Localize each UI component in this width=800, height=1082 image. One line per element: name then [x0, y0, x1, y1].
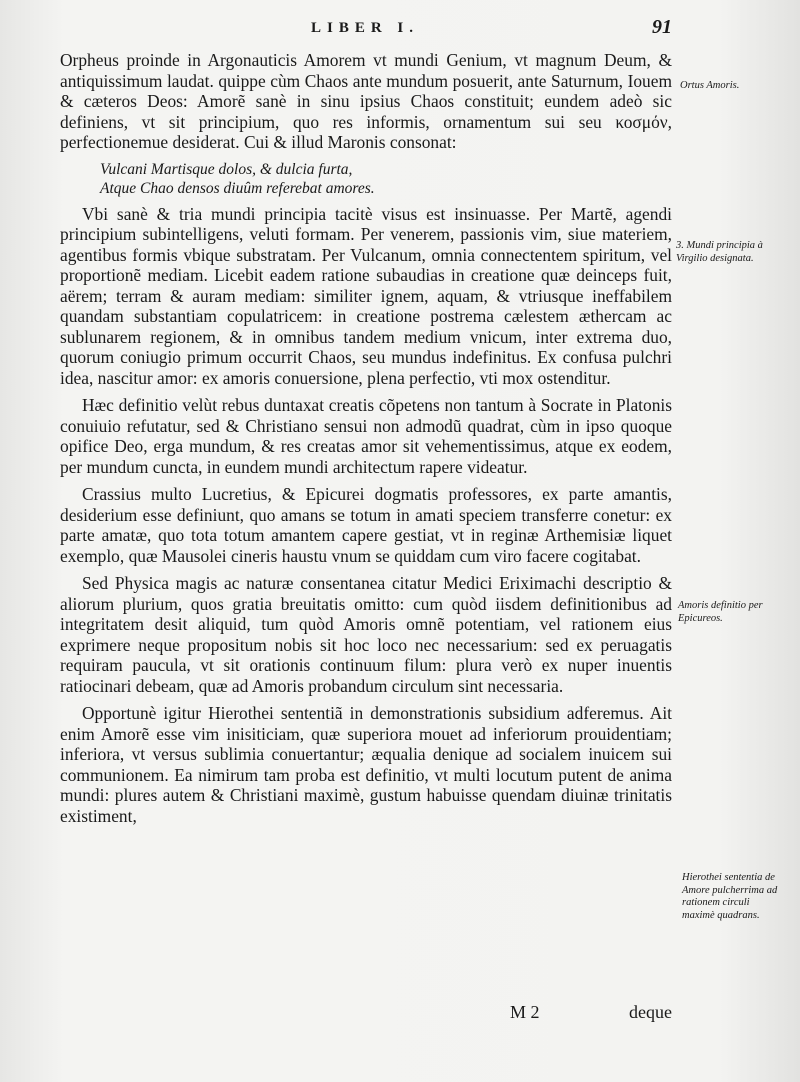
paragraph-hierotheus: Opportunè igitur Hierothei sententiã in demonstrationis subsidium adferemus. Ait enim Amorẽ esse vim inisiticiam, quæ superiora mouet ad inferiorum prouidentiam; inferiora, vt versus sublimia conuertantur; æqualia denique ad socialem inuicem sui communionem. Ea nimirum tam proba est definitio, vt multi locutum putent de anima mundi: plures autem & Christiani maximè, gustum habuisse quendam diuinæ trinitatis existiment, — [60, 703, 672, 826]
marginal-note-hierotheus: Hierothei sententia de Amore pulcherrima ad rationem circuli maximè quadrans. — [682, 872, 778, 921]
paragraph-lucretius: Crassius multo Lucretius, & Epicurei dogmatis professores, ex parte amantis, desiderium esse definiunt, quo amans se totum in amati speciem transferre conetur: ex parte amatæ, quo tota totum amantem capere gestiat, vt in reginæ Arthemisiæ liquet exemplo, quæ Mausolei cineris haustu vnum se quiddam cum viro facere cogitabat. — [60, 484, 672, 566]
paragraph-eriximachus: Sed Physica magis ac naturæ consentanea citatur Medici Eriximachi descriptio & aliorum plurium, quos gratia breuitatis omitto: cum quòd iisdem definitionibus ad integritatem desit aliquid, tum quòd Amoris omnẽ potentiam, vel rationem eius exprimere neque propositum nobis sit hoc loco nec necessarium: sed ex peruagatis requiram paucula, vt sit orationis continuum filum: plura verò ex nuper inuentis ratiocinari debeam, quæ ad Amoris probandum circulum sint necessaria. — [60, 573, 672, 696]
signature-mark: M 2 — [510, 1002, 540, 1022]
marginal-note-mundi-principia: 3. Mundi principia à Virgilio designata. — [676, 240, 763, 264]
verse-line: Vulcani Martisque dolos, & dulcia furta, — [100, 160, 353, 178]
page-number: 91 — [652, 16, 672, 38]
paragraph-definitio: Hæc definitio velùt rebus duntaxat creatis cõpetens non tantum à Socrate in Platonis conuiuio refutatur, sed & Christiano sensui non admodũ quadrat, cùm in ipso quoque opifice Deo, erga mundum, & res creatas amor sit vehementissimus, atque ex eodem, per mundum cuncta, in eundem mundi architectum rapere videatur. — [60, 395, 672, 477]
marginal-note-ortus-amoris: Ortus Amoris. — [680, 80, 740, 91]
page-footer — [60, 1000, 672, 1026]
verse-quotation — [100, 160, 672, 198]
marginal-note-epicurei: Amoris definitio per Epicureos. — [678, 600, 763, 624]
catchword: deque — [629, 1002, 672, 1022]
paragraph-tria-principia: Vbi sanè & tria mundi principia tacitè visus est insinuasse. Per Martẽ, agendi principium subintelligens, veluti formam. Per venerem, passionis vim, siue materiem, agentibus formis vbique substratam. Per Vulcanum, omnia connectentem spiritum, vel proportionẽ mediam. Licebit eadem ratione subaudias in creatione quæ deinceps fuit, aërem; terram & auram mediam: similiter ignem, aquam, & vtriusque ineffabilem quandam substantiam copulatricem: in creatione postrema cælestem æthercam ac sublunarem regionem, & in omnibus tandem medium vnicum, inter extrema duo, quorum coniugio primum occurrit Chaos, seu mundus indefinitus. Ex confusa pulchri idea, nascitur amor: ex amoris conuersione, plena perfectio, vti mox ostenditur. — [60, 203, 672, 388]
running-title: LIBER I. — [310, 20, 420, 36]
verse-line: Atque Chao densos diuûm referebat amores. — [100, 179, 375, 197]
paragraph-orpheus: Orpheus proinde in Argonauticis Amorem vt mundi Genium, vt magnum Deum, & antiquissimum laudat. quippe cùm Chaos ante mundum posuerit, ante Saturnum, Iouem & cæteros Deos: Amorẽ sanè in sinu ipsius Chaos constituit; eundem adeò sic definiens, vt sit principium, quo res informis, ornamentum sui seu κοσμόν, perfectionemue desiderat. Cui & illud Maronis consonat: — [60, 50, 672, 152]
main-text-block — [60, 50, 672, 833]
page-header — [60, 18, 670, 44]
